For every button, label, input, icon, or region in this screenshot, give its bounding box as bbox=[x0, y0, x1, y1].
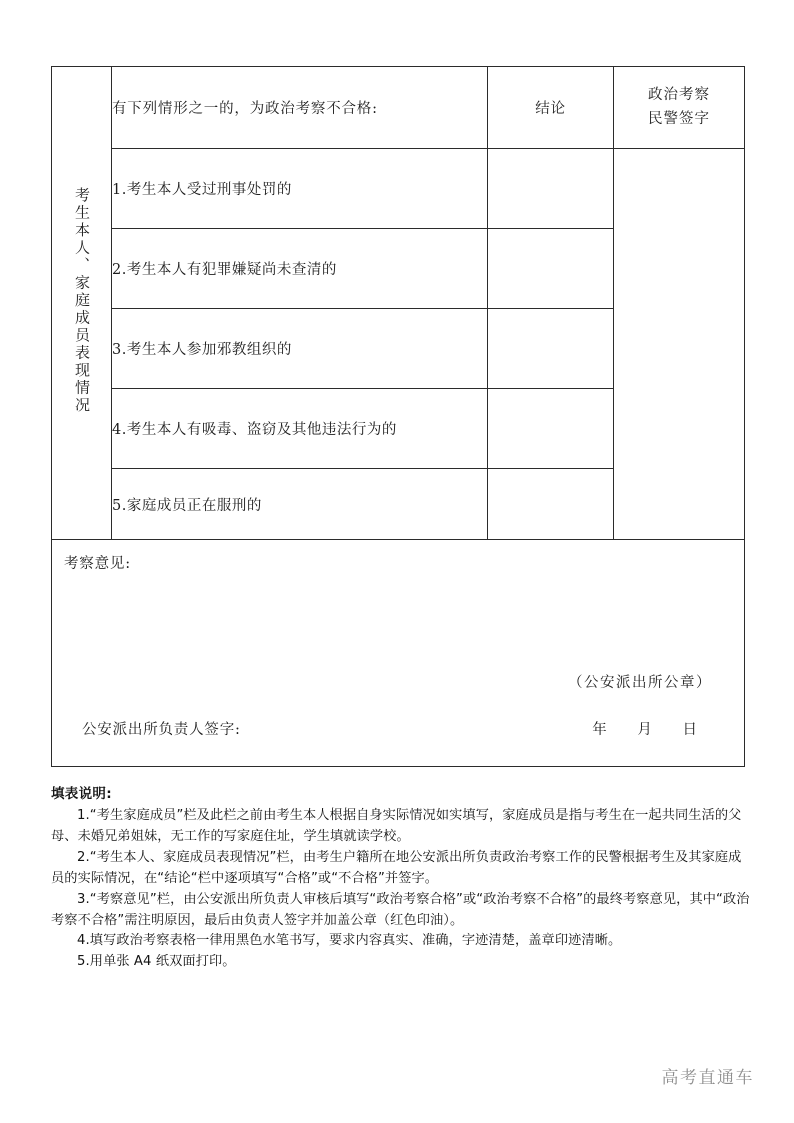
officer-signature-header-cell bbox=[614, 67, 745, 149]
political-review-table bbox=[51, 66, 745, 767]
criteria-item-1: 1.考生本人受过刑事处罚的 bbox=[112, 149, 488, 229]
date-year-label: 年 bbox=[592, 722, 607, 738]
instruction-item-3: 3.“考察意见”栏，由公安派出所负责人审核后填写“政治考察合格”或“政治考察不合格”的最终考察意见，其中“政治考察不合格”需注明原因，最后由负责人签字并加盖公章（红色印油）。 bbox=[51, 891, 750, 928]
criteria-item-2: 2.考生本人有犯罪嫌疑尚未查清的 bbox=[112, 229, 488, 309]
table-row bbox=[52, 149, 745, 229]
conclusion-input-5[interactable] bbox=[488, 469, 614, 540]
date-month-label: 月 bbox=[637, 722, 652, 738]
opinion-cell[interactable] bbox=[52, 540, 745, 767]
instruction-item-5: 5.用单张 A4 纸双面打印。 bbox=[77, 954, 236, 970]
conclusion-input-1[interactable] bbox=[488, 149, 614, 229]
vertical-section-label: 考生本人、家庭成员表现情况 bbox=[73, 187, 91, 415]
watermark: 高考直通车 bbox=[661, 1068, 754, 1088]
conclusion-input-4[interactable] bbox=[488, 389, 614, 469]
criteria-item-4: 4.考生本人有吸毒、盗窃及其他违法行为的 bbox=[112, 389, 488, 469]
vertical-section-label-cell bbox=[52, 67, 112, 540]
conclusion-input-3[interactable] bbox=[488, 309, 614, 389]
instruction-item-1: 1.“考生家庭成员”栏及此栏之前由考生本人根据自身实际情况如实填写，家庭成员是指与考生在一起共同生活的父母、未婚兄弟姐妹，无工作的写家庭住址，学生填就读学校。 bbox=[51, 808, 742, 845]
responsible-person-signature-label: 公安派出所负责人签字: bbox=[82, 722, 241, 738]
date-day-label: 日 bbox=[682, 722, 697, 738]
officer-signature-header-line1: 政治考察 bbox=[648, 86, 710, 103]
officer-signature-input[interactable] bbox=[614, 149, 745, 540]
criteria-item-3: 3.考生本人参加邪教组织的 bbox=[112, 309, 488, 389]
table-header-row bbox=[52, 67, 745, 149]
opinion-label: 考察意见: bbox=[64, 556, 131, 572]
opinion-row bbox=[52, 540, 745, 767]
instructions-section bbox=[51, 784, 751, 973]
instructions-title: 填表说明: bbox=[51, 786, 112, 802]
instruction-item-2: 2.“考生本人、家庭成员表现情况”栏，由考生户籍所在地公安派出所负责政治考察工作的民警根据考生及其家庭成员的实际情况，在“结论“栏中逐项填写“合格”或“不合格”并签字。 bbox=[51, 850, 742, 886]
criteria-item-5: 5.家庭成员正在服刑的 bbox=[112, 469, 488, 540]
conclusion-input-2[interactable] bbox=[488, 229, 614, 309]
date-fields[interactable] bbox=[592, 718, 697, 739]
official-seal-note: （公安派出所公章） bbox=[568, 675, 712, 691]
instruction-item-4: 4.填写政治考察表格一律用黑色水笔书写，要求内容真实、准确，字迹清楚，盖章印迹清晰。 bbox=[77, 933, 622, 949]
officer-signature-header-line2: 民警签字 bbox=[648, 110, 710, 127]
criteria-title-cell: 有下列情形之一的，为政治考察不合格: bbox=[112, 67, 488, 149]
conclusion-header-cell: 结论 bbox=[488, 67, 614, 149]
